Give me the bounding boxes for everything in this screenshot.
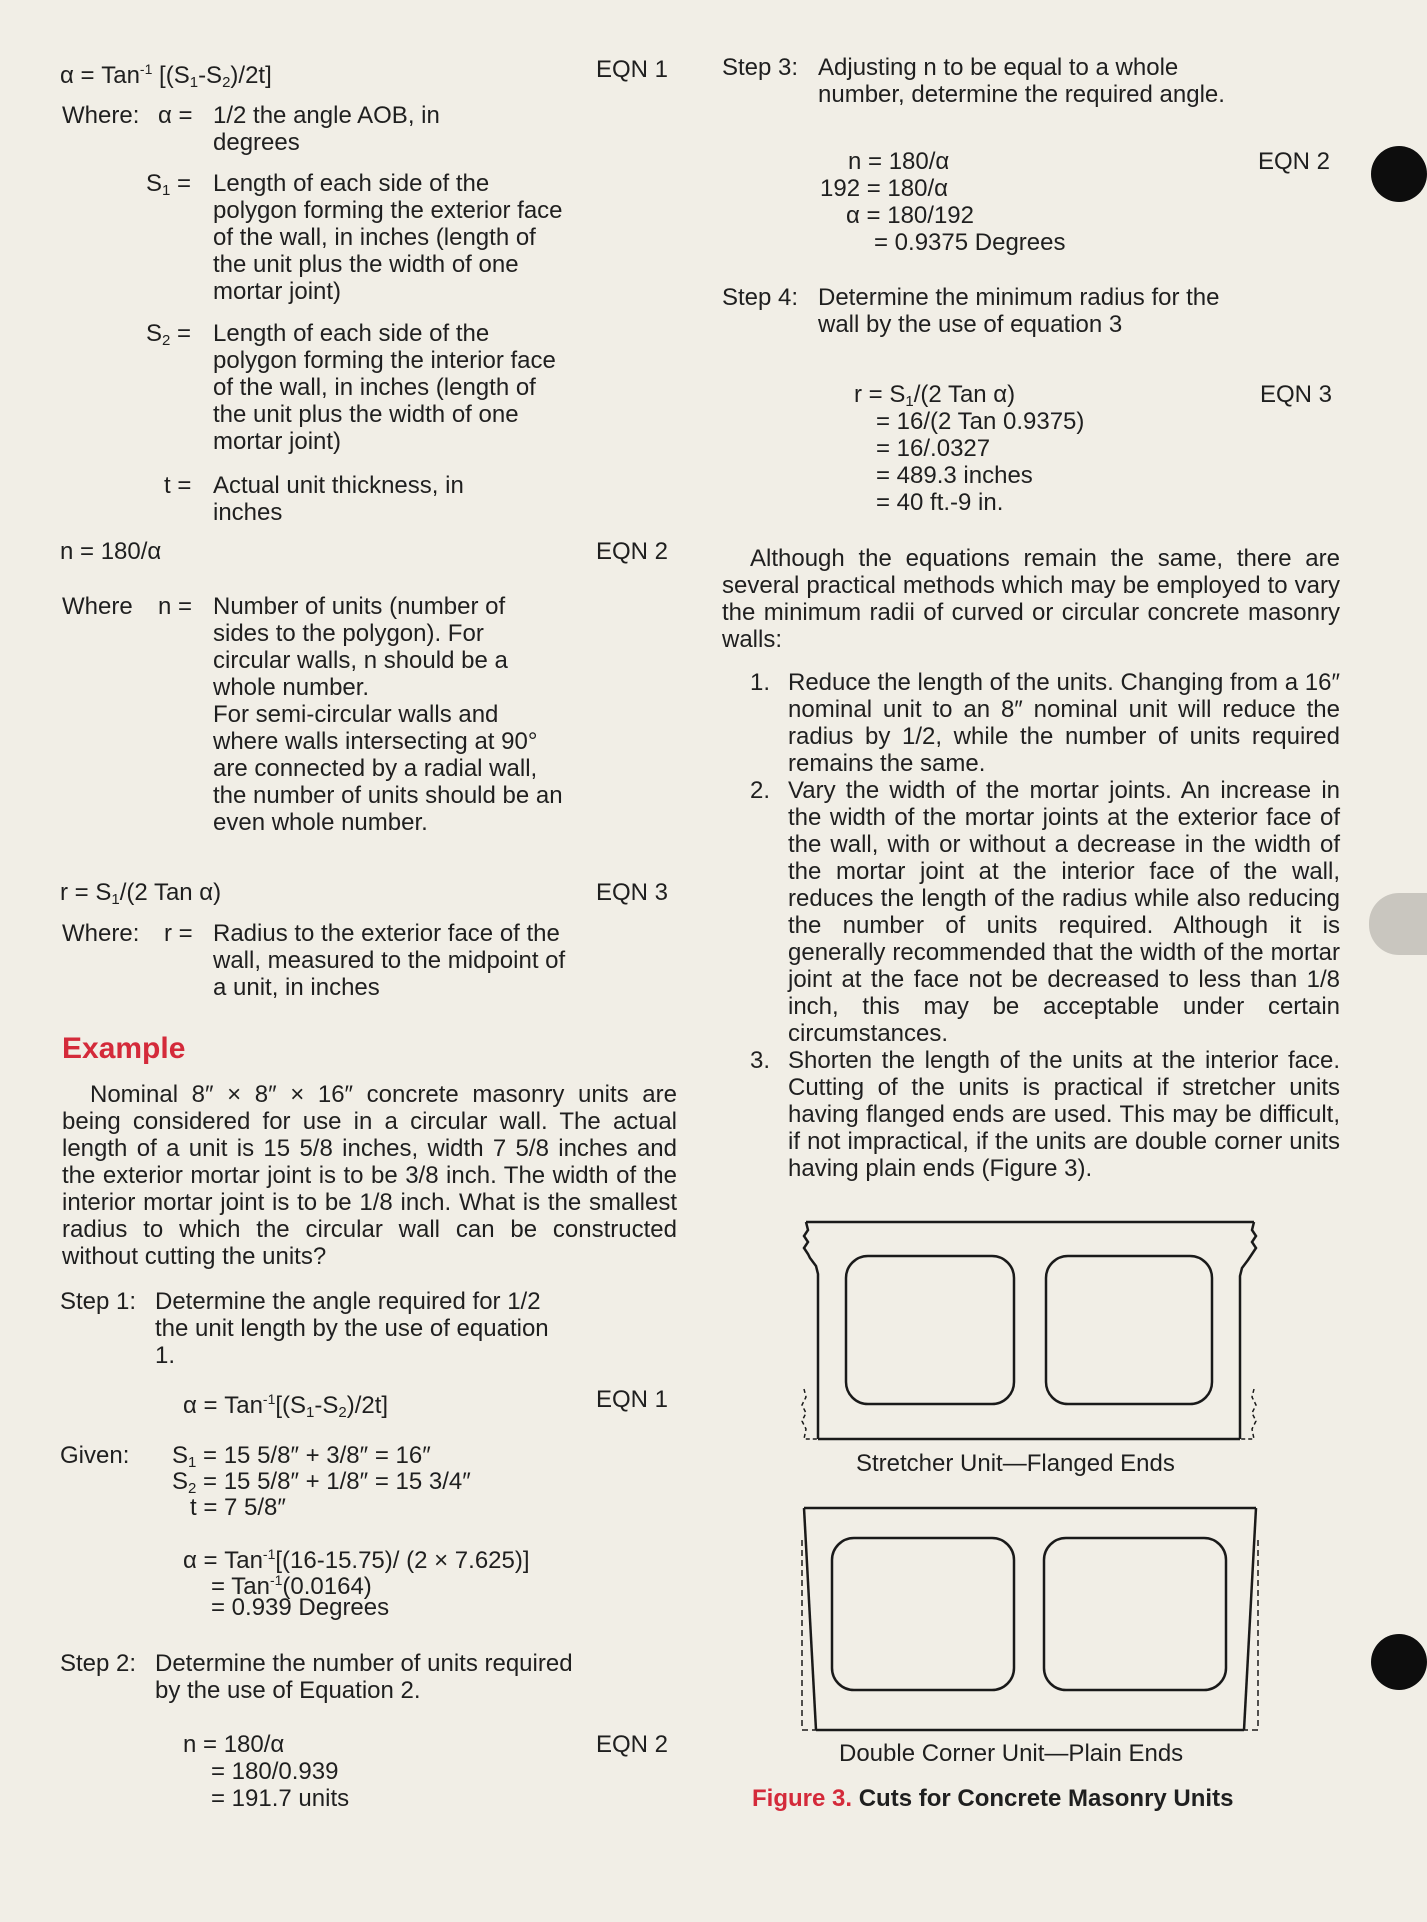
page-tab-marker [1369,893,1427,955]
step4-line-1: $r = S_1/(2$ Tan α) [854,381,1016,410]
corner-caption: Double Corner Unit—Plain Ends [839,1740,1184,1767]
step4-line-3: = 16/.0327 [876,435,991,462]
step3-eqn-label: EQN 2 [1258,148,1331,175]
eqn1-formula: α = Tan$^{-1}$ $[(S_1-S_2)/2t]$ [60,61,272,91]
s2-definition: Length of each side of the polygon forming the interior face of the wall, in inches (length of the unit plus the width of one mortar joint) [213,320,556,455]
step4-line-4: = 489.3 inches [876,462,1033,489]
list-item [750,669,1340,777]
step1-equation: $\alpha = Tan^{-1}[(S_1-S_2)/2t]$ [183,1391,389,1421]
step2-label: Step 2: [60,1650,137,1677]
double-corner-unit-drawing [796,1500,1262,1738]
stretcher-cut-right [1240,1389,1256,1439]
calc-line-2: = Tan$^{-1}$(0.0164) [211,1572,372,1600]
stretcher-caption: Stretcher Unit—Flanged Ends [856,1450,1175,1477]
eqn2-formula: n = 180/α [60,538,162,565]
step4-text: Determine the minimum radius for the wall by the use of equation 3 [818,284,1220,338]
binder-hole-top [1371,146,1427,202]
stretcher-cell-right [1046,1256,1212,1404]
figure-label: Figure 3. [752,1785,853,1812]
calc-line-3: = 0.939 Degrees [211,1594,390,1621]
step3-label: Step 3: [722,54,799,81]
n-definition-1: Number of units (number of sides to the polygon). For circular walls, n should be a whole number. [213,593,508,701]
given-label: Given: [60,1442,130,1469]
step4-label: Step 4: [722,284,799,311]
example-paragraph: Nominal 8″ × 8″ × 16″ concrete masonry units are being considered for use in a circular wall. The actual length of a unit is 15 5/8 inches, width 7 5/8 inches and the exterior mortar joint is to be 3/8 inch. The width of the interior mortar joint is to be 1/8 inch. What is the smallest radius to which the circular wall can be constructed without cutting the units? [62,1081,677,1270]
methods-paragraph: Although the equations remain the same, there are several practical methods which may be employed to vary the minimum radii of curved or circular concrete masonry walls: [722,545,1340,653]
eqn3-formula: $r = S_1/(2$ Tan α) [60,879,222,908]
where2-label: Where [62,593,133,620]
step4-line-2: = 16/(2 Tan 0.9375) [876,408,1085,435]
binder-hole-bottom [1371,1634,1427,1690]
list-item [750,777,1340,1047]
where-label: Where: [62,102,140,129]
corner-cell-left [832,1538,1014,1690]
step3-line-1: n = 180/α [848,148,950,175]
n-definition [213,593,563,836]
eqn2-label: EQN 2 [596,538,669,565]
list-item [750,1047,1340,1182]
methods-list [750,669,1340,1182]
stretcher-right-flange [1240,1222,1256,1439]
step3-line-3: α = 180/192 [846,202,974,229]
list-item-text: Reduce the length of the units. Changing from a 16″ nominal unit to an 8″ nominal unit will reduce the radius by 1/2, while the number of units required remains the same. [788,669,1340,777]
step4-eqn-label: EQN 3 [1260,381,1333,408]
list-item-text: Vary the width of the mortar joints. An increase in the width of the mortar joints at the exterior face of the wall, with or without a decrease in the width of the mortar joint at the interior face of the wall, reduces the length of the radius while also reducing the number of units required. Although it is generally recommended that the width of the mortar joint at the face not be decreased to less than 1/8 inch, this may be acceptable under certain circumstances. [788,777,1340,1047]
corner-right-edge [1244,1508,1256,1730]
figure-caption [752,1785,1233,1812]
s1-symbol: $S_1$ = [146,170,192,199]
alpha-symbol: α = [158,102,193,129]
step3-line-2: 192 = 180/α [820,175,948,202]
alpha-definition: 1/2 the angle AOB, in degrees [213,102,440,156]
t-symbol: t = [164,472,192,499]
list-item-number: 3. [750,1047,771,1074]
given-s2: $S_2 = 15$ 5/8″ + 1/8″ = 15 3/4″ [172,1468,471,1497]
step4-line-5: = 40 ft.-9 in. [876,489,1004,516]
example-heading: Example [62,1032,186,1065]
calc-line-1: α = Tan$^{-1}$[(16-15.75)/ (2 × 7.625)] [183,1546,530,1574]
stretcher-unit-drawing [796,1214,1262,1446]
s2-symbol: $S_2$ = [146,320,192,349]
stretcher-cell-left [846,1256,1014,1404]
step2-eqn-3: = 191.7 units [211,1785,350,1812]
stretcher-cut-left [802,1389,818,1439]
step3-text: Adjusting n to be equal to a whole number, determine the required angle. [818,54,1225,108]
eqn3-label: EQN 3 [596,879,669,906]
r-symbol: r = [164,920,193,947]
corner-left-edge [804,1508,816,1730]
step2-eqn-1: n = 180/α [183,1731,285,1758]
list-item-number: 2. [750,777,771,804]
n-definition-2: For semi-circular walls and where walls intersecting at 90° are connected by a radial wall, the number of units should be an even whole number. [213,701,563,836]
step2-eqn-label: EQN 2 [596,1731,669,1758]
step2-text: Determine the number of units required by the use of Equation 2. [155,1650,573,1704]
given-s1: $S_1 = 15$ 5/8″ + 3/8″ = 16″ [172,1442,431,1471]
given-t: t = 7 5/8″ [190,1494,286,1521]
n-symbol: n = [158,593,193,620]
eqn1-label: EQN 1 [596,56,669,83]
step3-line-4: = 0.9375 Degrees [874,229,1066,256]
step1-eqn-label: EQN 1 [596,1386,669,1413]
corner-cell-right [1044,1538,1226,1690]
list-item-number: 1. [750,669,771,696]
s1-definition: Length of each side of the polygon forming the exterior face of the wall, in inches (length of the unit plus the width of one mortar joint) [213,170,563,305]
figure-title: Cuts for Concrete Masonry Units [858,1785,1234,1812]
r-definition: Radius to the exterior face of the wall, measured to the midpoint of a unit, in inches [213,920,566,1001]
where3-label: Where: [62,920,140,947]
stretcher-left-flange [804,1222,818,1439]
step1-label: Step 1: [60,1288,137,1315]
step2-eqn-2: = 180/0.939 [211,1758,339,1785]
list-item-text: Shorten the length of the units at the interior face. Cutting of the units is practical if stretcher units having flanged ends are used. This may be difficult, if not impractical, if the units are double corner units having plain ends (Figure 3). [788,1047,1340,1182]
t-definition: Actual unit thickness, in inches [213,472,464,526]
step1-text: Determine the angle required for 1/2 the unit length by the use of equation 1. [155,1288,549,1369]
